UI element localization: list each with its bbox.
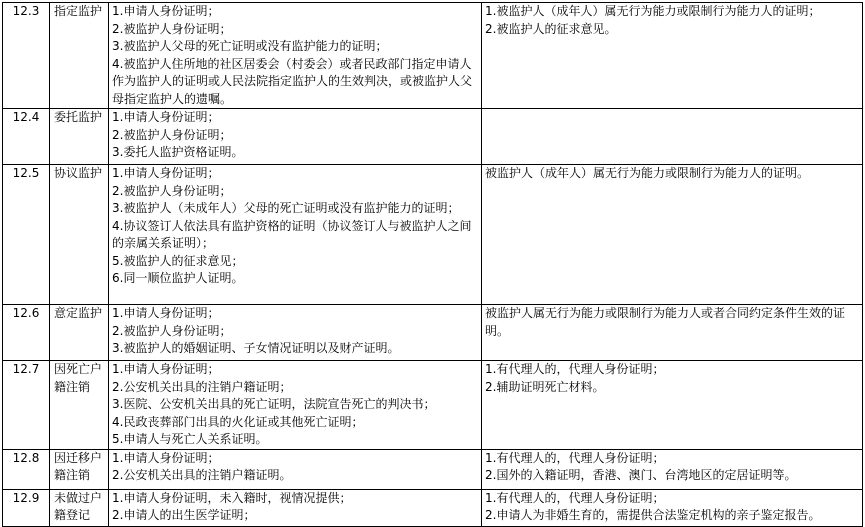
supplementary-materials (482, 109, 863, 165)
supplementary-materials (482, 361, 863, 450)
material-item: 1.申请人身份证明； (112, 110, 220, 124)
supplementary-item: 1.被监护人（成年人）属无行为能力或限制行为能力人的证明； (485, 4, 821, 18)
required-materials (109, 3, 482, 109)
item-name: 未做过户籍登记 (50, 489, 109, 526)
material-item: 5.被监护人的征求意见； (112, 253, 244, 268)
material-item: 1.申请人身份证明，未入籍时，视情况提供； (112, 490, 352, 505)
item-number: 12.8 (3, 449, 50, 489)
required-materials (109, 361, 482, 450)
table-row (3, 489, 863, 526)
required-materials (109, 489, 482, 526)
required-materials (109, 165, 482, 305)
item-number: 12.4 (3, 109, 50, 165)
material-item: 1.申请人身份证明； (112, 306, 220, 320)
material-item: 3.被监护人的婚姻证明、子女情况证明以及财产证明。 (112, 341, 400, 355)
supplementary-materials (482, 305, 863, 361)
material-item: 2.被监护人身份证明； (112, 21, 232, 36)
material-item: 3.被监护人父母的死亡证明或没有监护能力的证明； (112, 39, 388, 53)
table-row (3, 109, 863, 165)
material-item: 2.申请人的出生医学证明； (112, 508, 256, 522)
material-item: 1.申请人身份证明； (112, 362, 220, 376)
material-item: 4.协议签订人依法具有监护资格的证明（协议签订人与被监护人之间的亲属关系证明）； (112, 218, 472, 250)
supplementary-item: 2.国外的入籍证明，香港、澳门、台湾地区的定居证明等。 (485, 468, 797, 482)
required-materials (109, 305, 482, 361)
item-name: 意定监护 (50, 305, 109, 361)
material-item: 4.民政丧葬部门出具的火化证或其他死亡证明； (112, 414, 364, 429)
material-item: 2.公安机关出具的注销户籍证明； (112, 379, 292, 394)
table-row (3, 165, 863, 305)
item-name: 指定监护 (50, 3, 109, 109)
item-name: 委托监护 (50, 109, 109, 165)
item-number: 12.5 (3, 165, 50, 305)
supplementary-item: 1.有代理人的，代理人身份证明； (485, 490, 665, 505)
material-item: 3.委托人监护资格证明。 (112, 145, 244, 159)
notary-materials-table (2, 2, 863, 527)
item-number: 12.9 (3, 489, 50, 526)
supplementary-materials (482, 3, 863, 109)
item-name: 协议监护 (50, 165, 109, 305)
material-item: 1.申请人身份证明； (112, 450, 220, 465)
material-item: 3.医院、公安机关出具的死亡证明，法院宣告死亡的判决书； (112, 397, 436, 411)
supplementary-item: 1.有代理人的，代理人身份证明； (485, 450, 665, 465)
material-item: 2.被监护人身份证明； (112, 183, 232, 198)
supplementary-materials (482, 489, 863, 526)
required-materials (109, 449, 482, 489)
item-name: 因死亡户籍注销 (50, 361, 109, 450)
material-item: 3.被监护人（未成年人）父母的死亡证明或没有监护能力的证明； (112, 201, 460, 215)
material-item: 2.被监护人身份证明； (112, 127, 232, 142)
supplementary-item: 2.辅助证明死亡材料。 (485, 379, 605, 394)
material-item: 1.申请人身份证明； (112, 4, 220, 18)
table-row (3, 305, 863, 361)
material-item: 1.申请人身份证明； (112, 166, 220, 180)
table-row (3, 361, 863, 450)
supplementary-item: 1.有代理人的，代理人身份证明； (485, 362, 665, 376)
required-materials (109, 109, 482, 165)
item-number: 12.7 (3, 361, 50, 450)
item-name: 因迁移户籍注销 (50, 449, 109, 489)
item-number: 12.3 (3, 3, 50, 109)
supplementary-item: 2.被监护人的征求意见。 (485, 21, 617, 36)
material-item: 2.被监护人身份证明； (112, 323, 232, 338)
item-number: 12.6 (3, 305, 50, 361)
supplementary-materials (482, 165, 863, 305)
table-row (3, 3, 863, 109)
supplementary-item: 2.申请人为非婚生育的，需提供合法鉴定机构的亲子鉴定报告。 (485, 508, 821, 522)
material-item: 2.公安机关出具的注销户籍证明。 (112, 468, 292, 482)
material-item: 6.同一顺位监护人证明。 (112, 271, 244, 285)
material-item: 5.申请人与死亡人关系证明。 (112, 432, 268, 446)
supplementary-item: 被监护人（成年人）属无行为能力或限制行为能力人的证明。 (485, 166, 810, 180)
supplementary-item: 被监护人属无行为能力或限制行为能力人或者合同约定条件生效的证明。 (485, 306, 846, 338)
material-item: 4.被监护人住所地的社区居委会（村委会）或者民政部门指定申请人作为监护人的证明或人民法院指定监护人的生效判决，或被监护人父母指定监护人的遗嘱。 (112, 56, 473, 106)
supplementary-materials (482, 449, 863, 489)
table-row (3, 449, 863, 489)
